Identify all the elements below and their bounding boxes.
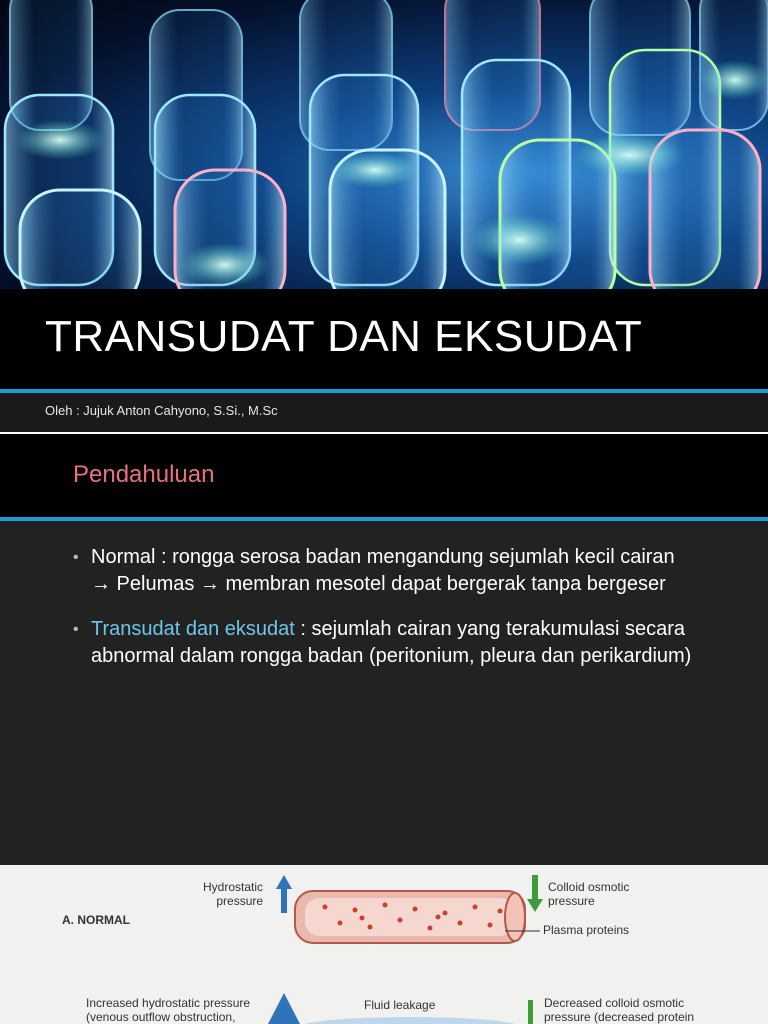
slide-title: TRANSUDAT DAN EKSUDAT	[45, 312, 643, 361]
slide-header	[0, 434, 768, 517]
normal-label: A. NORMAL	[62, 913, 130, 927]
title-slide	[0, 0, 768, 433]
highlighted-term: Transudat dan eksudat	[91, 618, 295, 640]
hydrostatic-arrow-up	[276, 875, 292, 913]
decreased-pressure-label: Decreased colloid osmotic pressure (decreased protein	[544, 996, 695, 1024]
hydrostatic-label: Hydrostatic pressure	[203, 880, 264, 908]
bullet-text: : sejumlah cairan yang terakumulasi secara abnormal dalam rongga badan (peritonium, pleura dan perikardium)	[91, 618, 692, 667]
increased-pressure-arrow	[268, 993, 300, 1024]
bullet-list	[73, 544, 693, 688]
colloid-label: Colloid osmotic pressure	[548, 880, 630, 908]
test-tubes-illustration	[0, 0, 768, 289]
plasma-proteins-label: Plasma proteins	[543, 923, 630, 937]
bullet-item	[73, 616, 693, 670]
intro-slide	[0, 434, 768, 865]
vessel-lumen	[305, 898, 515, 936]
vessel-opening	[505, 893, 525, 941]
increased-pressure-label: Increased hydrostatic pressure (venous outflow obstruction,	[86, 996, 251, 1024]
decreased-pressure-arrow	[528, 1000, 533, 1024]
author-subtitle: Oleh : Jujuk Anton Cahyono, S.Si., M.Sc	[45, 403, 278, 418]
test-tubes-photo	[0, 0, 768, 289]
section-heading: Pendahuluan	[73, 461, 215, 488]
bullet-text: Normal : rongga serosa badan mengandung sejumlah kecil cairan → Pelumas → membran mesotel dapat bergerak tanpa bergeser	[91, 546, 675, 595]
bullet-item	[73, 544, 693, 598]
fluid-leakage-area	[300, 1017, 520, 1024]
diagram-slide	[0, 865, 768, 1024]
fluid-leakage-label: Fluid leakage	[364, 998, 436, 1012]
colloid-arrow-down	[527, 875, 543, 912]
accent-rule	[0, 517, 768, 521]
